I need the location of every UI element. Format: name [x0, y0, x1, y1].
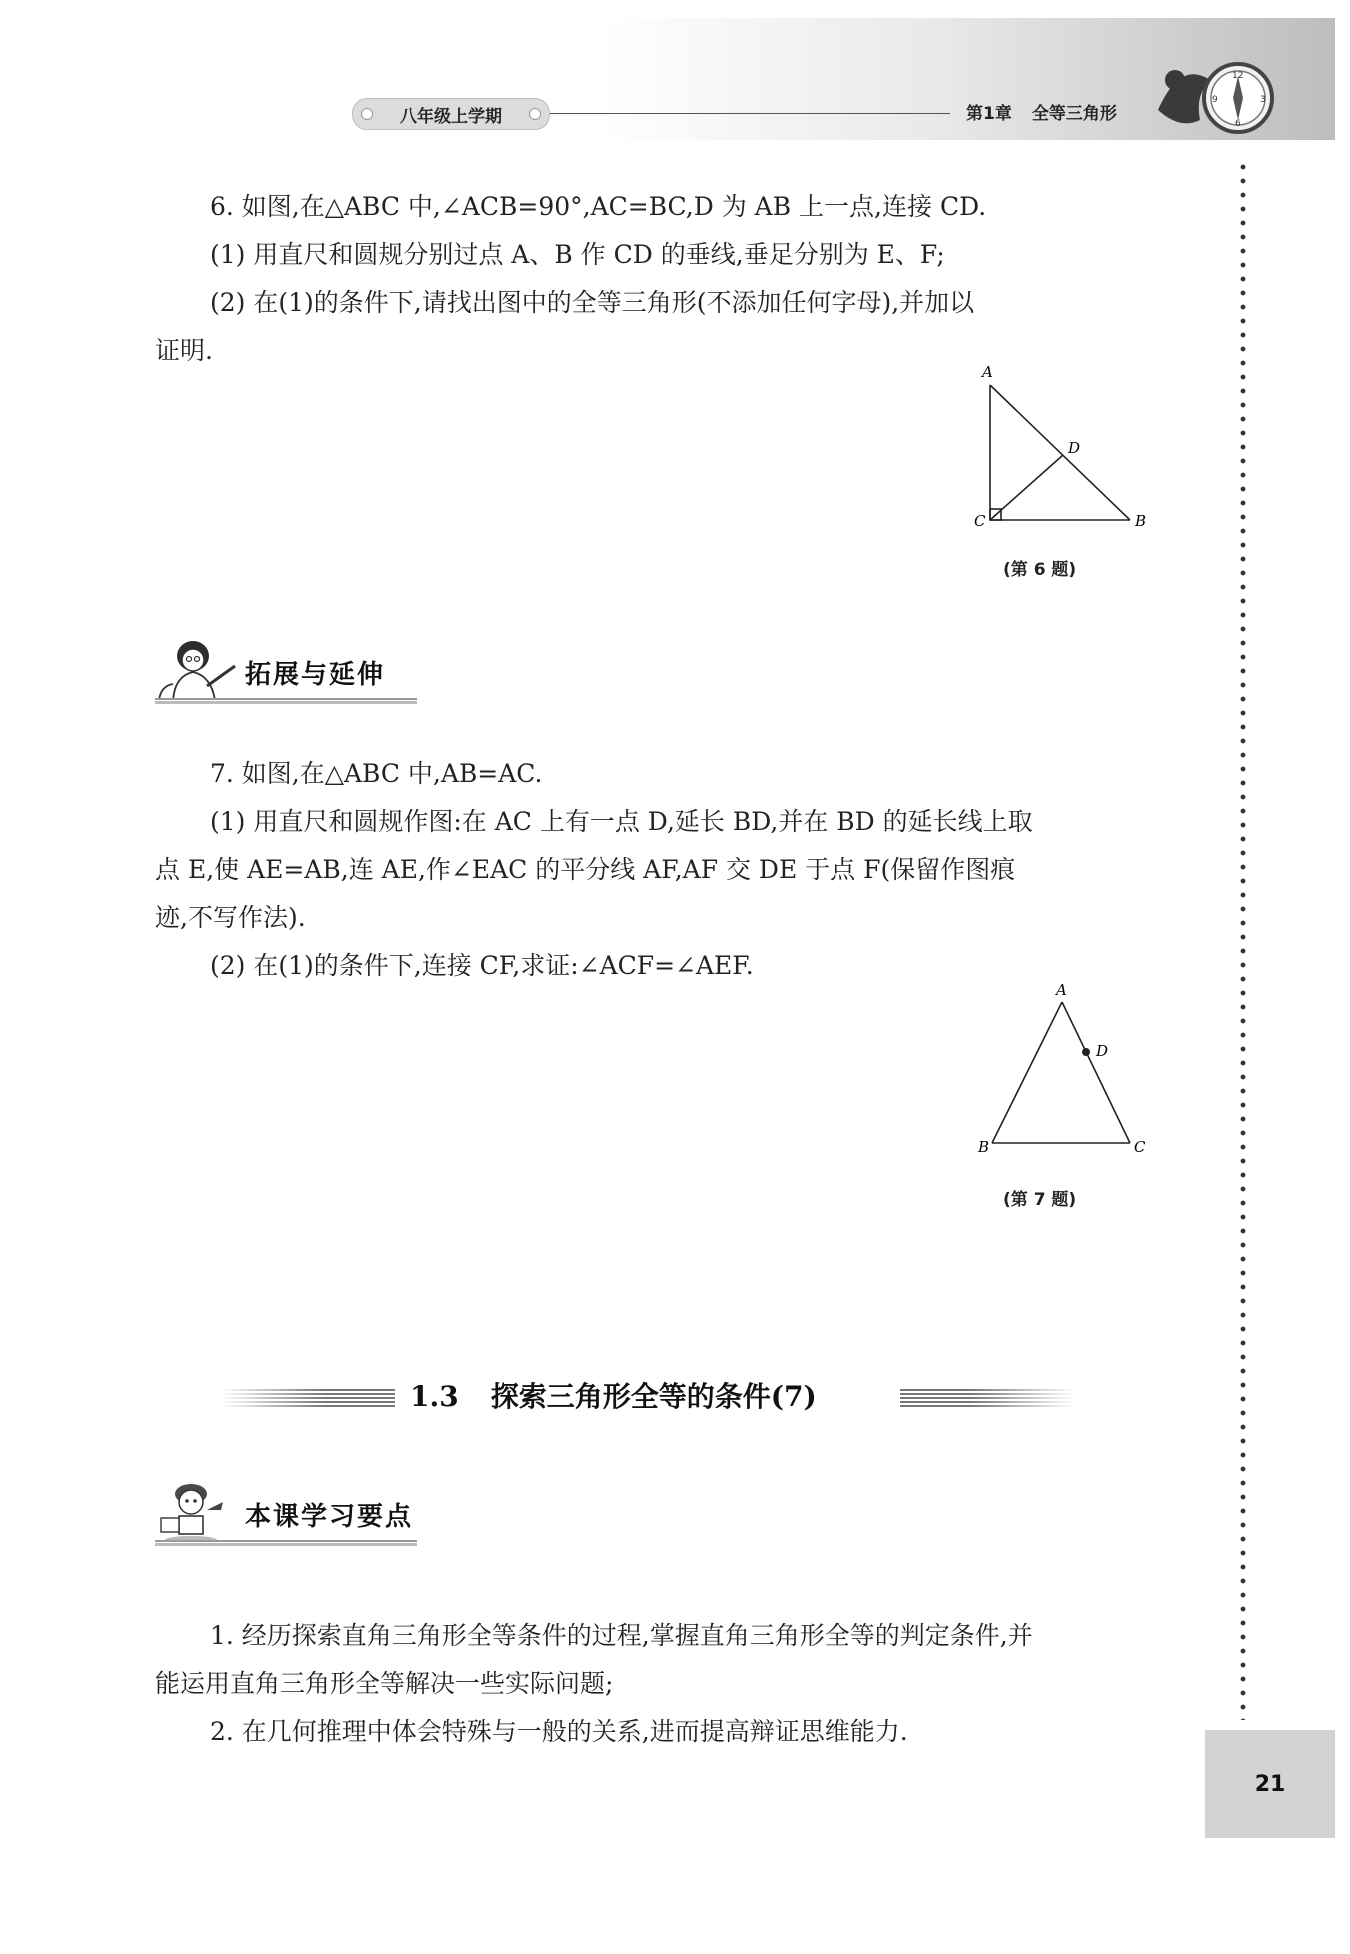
lesson-name: 探索三角形全等的条件(7) [490, 1380, 817, 1413]
q6-figure [960, 360, 1160, 540]
lesson-title [410, 1375, 890, 1415]
q7-label-a: A [1056, 981, 1067, 999]
point-d [1082, 1048, 1090, 1056]
page-number: 21 [1205, 1730, 1335, 1838]
q6-label-b: B [1135, 512, 1147, 530]
learning-points [155, 1612, 1150, 1756]
section-extend-title: 拓展与延伸 [245, 660, 386, 690]
segment-ab [990, 385, 1130, 520]
chapter-title: 全等三角形 [1031, 104, 1117, 124]
q6-part2-line1: (2) 在(1)的条件下,请找出图中的全等三角形(不添加任何字母),并加以 [210, 288, 975, 317]
heading-bars-left [220, 1389, 395, 1407]
lesson-number: 1.3 [410, 1380, 459, 1413]
point-2: 2. 在几何推理中体会特殊与一般的关系,进而提高辩证思维能力. [210, 1717, 908, 1746]
section-underline [155, 1540, 417, 1546]
margin-dotted-line [1240, 160, 1246, 1720]
section-points-title: 本课学习要点 [245, 1502, 414, 1532]
q6-label-a: A [982, 363, 993, 381]
q6-label-d: D [1068, 439, 1081, 457]
q6-caption: (第 6 题) [1003, 560, 1077, 580]
q7-part1-line2: 点 E,使 AE=AB,连 AE,作∠EAC 的平分线 AF,AF 交 DE 于点 F(保留作图痕 [155, 855, 1016, 884]
point-1-line1: 1. 经历探索直角三角形全等条件的过程,掌握直角三角形全等的判定条件,并 [210, 1621, 1033, 1650]
svg-text:9: 9 [1212, 95, 1218, 105]
svg-text:3: 3 [1260, 95, 1266, 105]
grade-label: 八年级上学期 [352, 98, 550, 130]
compass-runner-icon [1140, 50, 1280, 140]
q6-part2-line2: 证明. [155, 336, 213, 365]
q7-label-b: B [978, 1138, 990, 1156]
q6-stem: 6. 如图,在△ABC 中,∠ACB=90°,AC=BC,D 为 AB 上一点,连接 CD. [210, 192, 987, 221]
section-underline [155, 698, 417, 704]
point-1-line2: 能运用直角三角形全等解决一些实际问题; [155, 1669, 614, 1698]
lesson-heading [220, 1375, 1080, 1425]
question-6 [155, 183, 1150, 375]
q7-figure [970, 980, 1160, 1160]
q7-part2: (2) 在(1)的条件下,连接 CF,求证:∠ACF=∠AEF. [210, 951, 754, 980]
heading-bars-right [900, 1389, 1075, 1407]
q7-label-c: C [1134, 1138, 1146, 1156]
question-7 [155, 750, 1150, 990]
q7-caption: (第 7 题) [1003, 1190, 1077, 1210]
chapter-number: 第1章 [966, 104, 1012, 124]
teacher-icon [155, 638, 245, 702]
section-extend-header [155, 638, 425, 708]
section-points-header [155, 1480, 425, 1550]
q7-part1-line1: (1) 用直尺和圆规作图:在 AC 上有一点 D,延长 BD,并在 BD 的延长线上取 [210, 807, 1033, 836]
q7-label-d: D [1096, 1042, 1109, 1060]
q6-label-c: C [974, 512, 986, 530]
header-rule [550, 113, 950, 114]
chapter-label [966, 99, 1137, 124]
svg-text:12: 12 [1232, 71, 1244, 81]
student-icon [155, 1480, 245, 1544]
q6-part1: (1) 用直尺和圆规分别过点 A、B 作 CD 的垂线,垂足分别为 E、F; [210, 240, 945, 269]
q7-stem: 7. 如图,在△ABC 中,AB=AC. [210, 759, 543, 788]
segment-ac [1062, 1002, 1130, 1143]
q7-part1-line3: 迹,不写作法). [155, 903, 306, 932]
segment-ab [992, 1002, 1062, 1143]
svg-text:6: 6 [1235, 119, 1241, 129]
